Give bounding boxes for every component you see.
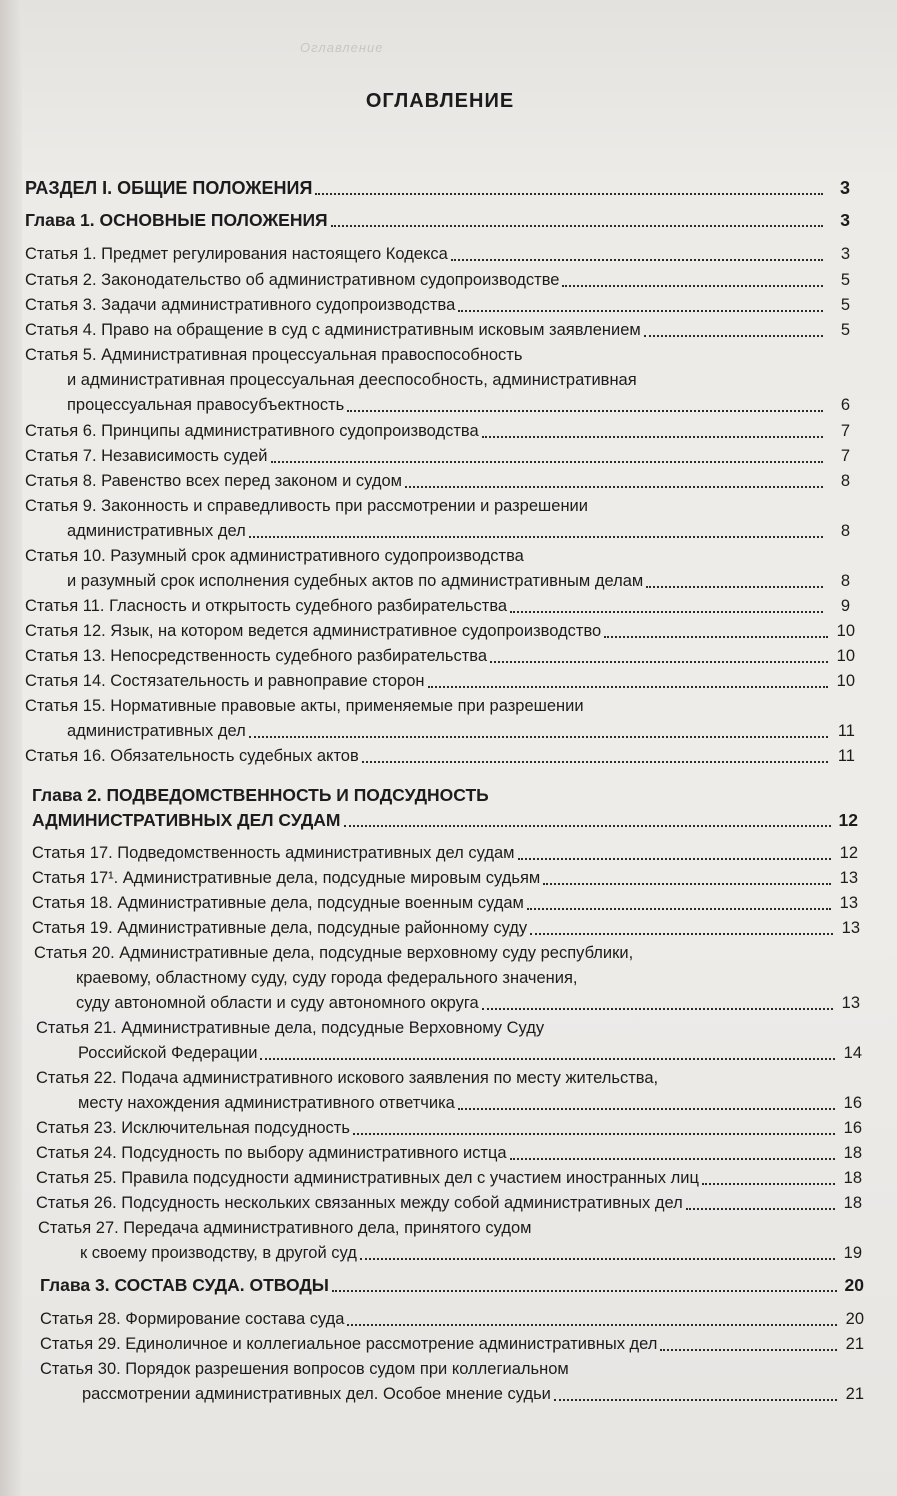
toc-entry-title: РАЗДЕЛ I. ОБЩИЕ ПОЛОЖЕНИЯ: [25, 178, 313, 198]
dot-leader: [482, 1008, 833, 1010]
toc-entry-line: [34, 941, 860, 966]
toc-article-entry[interactable]: [25, 644, 855, 669]
toc-entry-line: [25, 594, 850, 619]
toc-entry-line: [40, 1307, 864, 1332]
dot-leader: [347, 1324, 837, 1326]
toc-article-entry[interactable]: [25, 744, 855, 769]
dot-leader: [644, 335, 823, 337]
dot-leader: [360, 1258, 835, 1260]
page-number: 18: [843, 1194, 862, 1212]
toc-entry-line: [32, 841, 858, 866]
page-number: 6: [840, 396, 850, 414]
page-number: 13: [841, 994, 860, 1012]
toc-entry-title: Глава 3. СОСТАВ СУДА. ОТВОДЫ: [40, 1275, 329, 1295]
toc-article-entry[interactable]: [36, 1066, 862, 1116]
page-number: 10: [836, 672, 855, 690]
page-number: 20: [844, 1275, 864, 1295]
dot-leader: [315, 193, 823, 195]
dot-leader: [353, 1133, 835, 1135]
toc-entry-line: [34, 991, 860, 1016]
toc-entry-title: Глава 2. ПОДВЕДОМСТВЕННОСТЬ И ПОДСУДНОСТЬ: [32, 785, 489, 805]
dot-leader: [347, 410, 823, 412]
toc-entry-title: Статья 28. Формирование состава суда: [40, 1310, 345, 1328]
toc-entry-title: краевому, областному суду, суду города федерального значения,: [76, 969, 578, 987]
toc-article-entry[interactable]: [25, 544, 850, 594]
toc-entry-line: [36, 1116, 862, 1141]
page-number: 13: [839, 869, 858, 887]
toc-entry-title: Статья 13. Непосредственность судебного разбирательства: [25, 647, 488, 665]
toc-section-entry[interactable]: [25, 176, 850, 201]
toc-entry-line: [38, 1241, 862, 1266]
page-number: 8: [840, 522, 850, 540]
toc-entry-title: Статья 8. Равенство всех перед законом и судом: [25, 472, 403, 490]
toc-article-entry[interactable]: [25, 318, 850, 343]
page-number: 9: [840, 597, 850, 615]
toc-entry-line: [40, 1273, 864, 1298]
toc-article-entry[interactable]: [36, 1116, 862, 1141]
dot-leader: [428, 686, 828, 688]
toc-entry-line: [25, 469, 850, 494]
toc-entry-line: [25, 242, 850, 267]
toc-entry-title: административных дел: [67, 722, 246, 740]
toc-entry-title: Статья 23. Исключительная подсудность: [36, 1119, 350, 1137]
toc-entry-line: [36, 1191, 862, 1216]
dot-leader: [271, 461, 823, 463]
toc-article-entry[interactable]: [25, 669, 855, 694]
toc-chapter-entry[interactable]: [32, 783, 858, 833]
toc-article-entry[interactable]: [32, 916, 860, 941]
toc-entry-line: [25, 744, 855, 769]
toc-entry-title: рассмотрении административных дел. Особое мнение судьи: [82, 1385, 551, 1403]
page-number: 3: [840, 245, 850, 263]
toc-entry-line: [25, 343, 850, 368]
dot-leader: [249, 536, 823, 538]
page-number: 8: [840, 472, 850, 490]
toc-article-entry[interactable]: [25, 694, 855, 744]
dot-leader: [510, 1158, 835, 1160]
dot-leader: [518, 858, 832, 860]
toc-entry-title: Статья 2. Законодательство об административном судопроизводстве: [25, 271, 560, 289]
dot-leader: [458, 310, 823, 312]
page-number: 5: [840, 321, 850, 339]
toc-article-entry[interactable]: [25, 343, 850, 418]
toc-article-entry[interactable]: [34, 941, 860, 1016]
toc-entry-title: Статья 11. Гласность и открытость судебного разбирательства: [25, 597, 508, 615]
toc-entry-line: [36, 1141, 862, 1166]
toc-entry-line: [25, 393, 850, 418]
dot-leader: [249, 736, 828, 738]
toc-article-entry[interactable]: [32, 866, 858, 891]
page-number: 7: [840, 447, 850, 465]
toc-entry-title: Статья 1. Предмет регулирования настоящего Кодекса: [25, 245, 448, 263]
toc-article-entry[interactable]: [40, 1357, 864, 1407]
toc-entry-title: Статья 19. Административные дела, подсудные районному суду: [32, 919, 528, 937]
toc-article-entry[interactable]: [32, 841, 858, 866]
toc-entry-title: Российской Федерации: [78, 1044, 258, 1062]
toc-entry-line: [25, 268, 850, 293]
toc-entry-title: Статья 25. Правила подсудности административных дел с участием иностранных лиц: [36, 1169, 699, 1187]
page-number: 16: [843, 1094, 862, 1112]
page-number: 14: [843, 1044, 862, 1062]
toc-entry-line: [40, 1382, 864, 1407]
toc-entry-title: Статья 14. Состязательность и равноправие сторон: [25, 672, 425, 690]
toc-chapter-entry[interactable]: [40, 1273, 864, 1298]
toc-entry-line: [36, 1016, 862, 1041]
toc-entry-title: Статья 17. Подведомственность административных дел судам: [32, 844, 515, 862]
dot-leader: [702, 1183, 835, 1185]
toc-entry-line: [36, 1041, 862, 1066]
toc-entry-line: [25, 318, 850, 343]
toc-article-entry[interactable]: [40, 1307, 864, 1332]
dot-leader: [604, 636, 828, 638]
toc-entry-line: [25, 419, 850, 444]
page-number: 11: [837, 747, 855, 765]
toc-entry-title: АДМИНИСТРАТИВНЫХ ДЕЛ СУДАМ: [32, 810, 341, 830]
toc-article-entry[interactable]: [36, 1191, 862, 1216]
toc-entry-line: [25, 208, 850, 233]
toc-article-entry[interactable]: [40, 1332, 864, 1357]
dot-leader: [451, 259, 823, 261]
toc-entry-line: [40, 1357, 864, 1382]
page-number: 3: [840, 210, 850, 230]
page-number: 11: [837, 722, 855, 740]
toc-entry-line: [36, 1066, 862, 1091]
dot-leader: [562, 285, 823, 287]
dot-leader: [362, 761, 828, 763]
toc-entry-line: [25, 519, 850, 544]
toc-entry-line: [36, 1166, 862, 1191]
toc-entry-line: [25, 619, 855, 644]
toc-entry-line: [25, 569, 850, 594]
page-number: 5: [840, 271, 850, 289]
dot-leader: [660, 1349, 837, 1351]
toc-entry-title: Статья 17¹. Административные дела, подсудные мировым судьям: [32, 869, 541, 887]
page-number: 7: [840, 422, 850, 440]
dot-leader: [510, 611, 823, 613]
toc-article-entry[interactable]: [25, 469, 850, 494]
toc-entry-line: [32, 808, 858, 833]
page-number: 21: [845, 1385, 864, 1403]
toc-chapter-entry[interactable]: [25, 208, 850, 233]
toc-entry-title: Статья 26. Подсудность нескольких связанных между собой административных дел: [36, 1194, 683, 1212]
toc-entry-title: Статья 10. Разумный срок административного судопроизводства: [25, 547, 524, 565]
toc-entry-title: к своему производству, в другой суд: [80, 1244, 357, 1262]
page-number: 8: [840, 572, 850, 590]
toc-entry-title: и разумный срок исполнения судебных актов по административным делам: [67, 572, 644, 590]
toc-entry-line: [25, 544, 850, 569]
dot-leader: [646, 586, 823, 588]
page-number: 20: [845, 1310, 864, 1328]
toc-entry-line: [38, 1216, 862, 1241]
page-number: 13: [839, 894, 858, 912]
dot-leader: [332, 1290, 837, 1292]
page-number: 5: [840, 296, 850, 314]
toc-entry-line: [32, 916, 860, 941]
dot-leader: [482, 436, 823, 438]
toc-entry-title: Статья 22. Подача административного искового заявления по месту жительства,: [36, 1069, 659, 1087]
toc-entry-title: суду автономной области и суду автономного округа: [76, 994, 479, 1012]
header-bleed-through: Оглавление: [300, 40, 384, 55]
toc-entry-title: Статья 20. Административные дела, подсудные верховному суду республики,: [34, 944, 634, 962]
dot-leader: [543, 883, 831, 885]
toc-entry-title: Статья 27. Передача административного дела, принятого судом: [38, 1219, 532, 1237]
page-number: 18: [843, 1169, 862, 1187]
page-title: ОГЛАВЛЕНИЕ: [365, 90, 515, 112]
book-spine-shadow: [0, 0, 22, 1496]
toc-article-entry[interactable]: [25, 268, 850, 293]
toc-entry-title: Статья 4. Право на обращение в суд с административным исковым заявлением: [25, 321, 641, 339]
toc-article-entry[interactable]: [25, 594, 850, 619]
dot-leader: [260, 1058, 835, 1060]
toc-article-entry[interactable]: [32, 891, 858, 916]
page-number: 12: [839, 844, 858, 862]
toc-entry-line: [36, 1091, 862, 1116]
page-number: 12: [838, 810, 858, 830]
toc-entry-title: Статья 15. Нормативные правовые акты, применяемые при разрешении: [25, 697, 584, 715]
toc-entry-title: Статья 29. Единоличное и коллегиальное рассмотрение административных дел: [40, 1335, 658, 1353]
toc-entry-line: [25, 694, 855, 719]
toc-entry-line: [25, 644, 855, 669]
toc-article-entry[interactable]: [25, 293, 850, 318]
dot-leader: [458, 1108, 835, 1110]
toc-article-entry[interactable]: [25, 619, 855, 644]
page-number: 10: [836, 647, 855, 665]
dot-leader: [405, 486, 823, 488]
toc-entry-title: Статья 9. Законность и справедливость при рассмотрении и разрешении: [25, 497, 588, 515]
toc-entry-title: Статья 6. Принципы административного судопроизводства: [25, 422, 479, 440]
dot-leader: [686, 1208, 835, 1210]
dot-leader: [490, 661, 828, 663]
toc-entry-title: Статья 21. Административные дела, подсудные Верховному Суду: [36, 1019, 545, 1037]
toc-entry-line: [25, 293, 850, 318]
toc-entry-title: и административная процессуальная дееспособность, административная: [67, 371, 637, 389]
dot-leader: [344, 825, 832, 827]
toc-entry-title: Статья 5. Административная процессуальная правоспособность: [25, 346, 523, 364]
page-number: 3: [839, 178, 850, 198]
dot-leader: [331, 225, 823, 227]
toc-entry-line: [25, 176, 850, 201]
page-number: 19: [843, 1244, 862, 1262]
dot-leader: [554, 1399, 837, 1401]
toc-entry-line: [25, 368, 850, 393]
toc-entry-title: административных дел: [67, 522, 246, 540]
toc-article-entry[interactable]: [25, 444, 850, 469]
toc-entry-title: Статья 3. Задачи административного судопроизводства: [25, 296, 456, 314]
toc-entry-title: Статья 16. Обязательность судебных актов: [25, 747, 359, 765]
toc-entry-line: [25, 669, 855, 694]
toc-entry-line: [40, 1332, 864, 1357]
page-number: 10: [836, 622, 855, 640]
toc-article-entry[interactable]: [36, 1016, 862, 1066]
page-number: 16: [843, 1119, 862, 1137]
toc-entry-title: Статья 18. Административные дела, подсудные военным судам: [32, 894, 524, 912]
toc-entry-title: Статья 7. Независимость судей: [25, 447, 268, 465]
toc-entry-title: месту нахождения административного ответчика: [78, 1094, 455, 1112]
toc-entry-title: Статья 12. Язык, на котором ведется административное судопроизводство: [25, 622, 602, 640]
toc-entry-title: Статья 30. Порядок разрешения вопросов судом при коллегиальном: [40, 1360, 569, 1378]
toc-entry-line: [25, 719, 855, 744]
toc-article-entry[interactable]: [36, 1141, 862, 1166]
toc-entry-line: [25, 444, 850, 469]
toc-entry-line: [32, 783, 858, 808]
toc-entry-line: [34, 966, 860, 991]
toc-entry-title: Глава 1. ОСНОВНЫЕ ПОЛОЖЕНИЯ: [25, 210, 328, 230]
toc-article-entry[interactable]: [25, 419, 850, 444]
toc-article-entry[interactable]: [38, 1216, 862, 1266]
toc-article-entry[interactable]: [25, 242, 850, 267]
toc-entry-line: [25, 494, 850, 519]
dot-leader: [527, 908, 831, 910]
toc-article-entry[interactable]: [25, 494, 850, 544]
toc-article-entry[interactable]: [36, 1166, 862, 1191]
toc-entry-line: [32, 866, 858, 891]
toc-entry-title: Статья 24. Подсудность по выбору административного истца: [36, 1144, 507, 1162]
toc-entry-line: [32, 891, 858, 916]
toc-entry-title: процессуальная правосубъектность: [67, 396, 345, 414]
page-number: 18: [843, 1144, 862, 1162]
page-number: 21: [845, 1335, 864, 1353]
page-number: 13: [841, 919, 860, 937]
dot-leader: [530, 933, 833, 935]
